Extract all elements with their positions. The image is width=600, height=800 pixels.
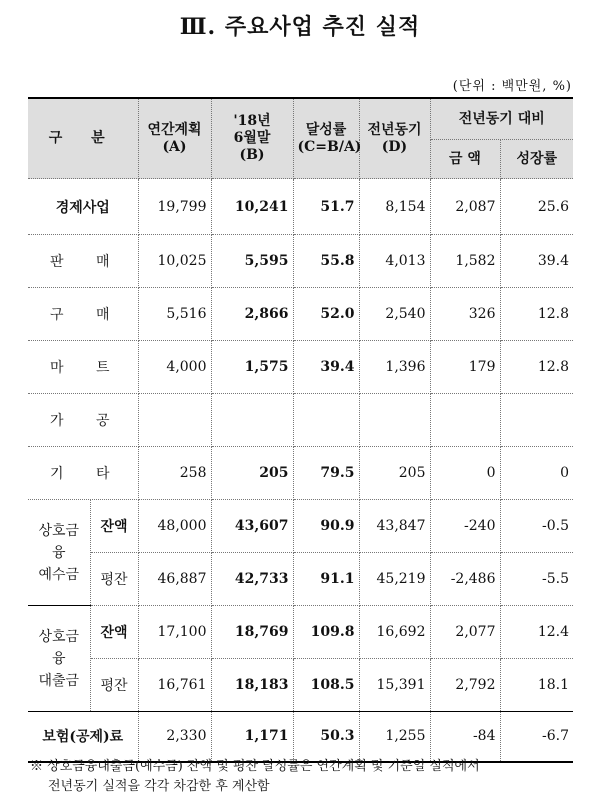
table-row xyxy=(28,606,573,659)
cell-amount: 179 xyxy=(430,341,500,394)
cell-growth: 12.8 xyxy=(500,341,573,394)
cell-june: 10,241 xyxy=(211,179,293,235)
cell-prev: 8,154 xyxy=(359,179,430,235)
header-category: 구 분 xyxy=(28,98,138,179)
cell-growth: 12.4 xyxy=(500,606,573,659)
page-title: Ⅲ. 주요사업 추진 실적 xyxy=(179,14,421,40)
cell-plan: 2,330 xyxy=(138,712,211,762)
cell-growth: -0.5 xyxy=(500,500,573,553)
cell-amount: -2,486 xyxy=(430,553,500,606)
cell-plan: 10,025 xyxy=(138,235,211,288)
cell-growth: -5.5 xyxy=(500,553,573,606)
row-label: 보험(공제)료 xyxy=(28,712,138,762)
header-plan: 연간계획 (A) xyxy=(138,98,211,179)
cell-prev: 16,692 xyxy=(359,606,430,659)
cell-amount: -84 xyxy=(430,712,500,762)
cell-plan xyxy=(138,394,211,447)
cell-rate: 109.8 xyxy=(293,606,359,659)
cell-prev: 43,847 xyxy=(359,500,430,553)
row-label: 가 공 xyxy=(28,394,138,447)
group-label-loan: 상호금융 대출금 xyxy=(28,606,90,712)
cell-june: 1,575 xyxy=(211,341,293,394)
cell-rate: 79.5 xyxy=(293,447,359,500)
cell-rate: 108.5 xyxy=(293,659,359,712)
cell-plan: 258 xyxy=(138,447,211,500)
cell-plan: 17,100 xyxy=(138,606,211,659)
header-rate: 달성률 (C=B/A) xyxy=(293,98,359,179)
cell-prev: 205 xyxy=(359,447,430,500)
cell-growth: -6.7 xyxy=(500,712,573,762)
cell-rate: 52.0 xyxy=(293,288,359,341)
cell-amount: 2,077 xyxy=(430,606,500,659)
cell-rate: 39.4 xyxy=(293,341,359,394)
header-prev: 전년동기 (D) xyxy=(359,98,430,179)
cell-june: 205 xyxy=(211,447,293,500)
table-row xyxy=(28,394,573,447)
table-row xyxy=(28,712,573,762)
table-row xyxy=(28,447,573,500)
cell-june: 1,171 xyxy=(211,712,293,762)
header-compare: 전년동기 대비 xyxy=(430,98,573,140)
cell-growth xyxy=(500,394,573,447)
cell-rate: 51.7 xyxy=(293,179,359,235)
footnote xyxy=(30,757,580,797)
cell-rate: 50.3 xyxy=(293,712,359,762)
cell-plan: 19,799 xyxy=(138,179,211,235)
cell-growth: 18.1 xyxy=(500,659,573,712)
row-label: 잔액 xyxy=(90,606,138,659)
cell-prev: 15,391 xyxy=(359,659,430,712)
table-row xyxy=(28,235,573,288)
row-label: 평잔 xyxy=(90,553,138,606)
row-label: 경제사업 xyxy=(28,179,138,235)
cell-plan: 4,000 xyxy=(138,341,211,394)
footnote-line: 전년동기 실적을 각각 차감한 후 계산함 xyxy=(48,779,270,794)
cell-plan: 46,887 xyxy=(138,553,211,606)
cell-prev: 4,013 xyxy=(359,235,430,288)
header-amount: 금 액 xyxy=(430,140,500,179)
cell-amount: 1,582 xyxy=(430,235,500,288)
cell-prev: 1,255 xyxy=(359,712,430,762)
cell-rate: 90.9 xyxy=(293,500,359,553)
cell-prev xyxy=(359,394,430,447)
cell-june: 18,769 xyxy=(211,606,293,659)
table-row xyxy=(28,500,573,553)
cell-plan: 16,761 xyxy=(138,659,211,712)
cell-growth: 12.8 xyxy=(500,288,573,341)
cell-rate xyxy=(293,394,359,447)
cell-rate: 55.8 xyxy=(293,235,359,288)
row-label: 구 매 xyxy=(28,288,138,341)
table-row xyxy=(28,179,573,235)
row-label: 평잔 xyxy=(90,659,138,712)
performance-table xyxy=(28,97,573,763)
table-row xyxy=(28,288,573,341)
cell-prev: 2,540 xyxy=(359,288,430,341)
cell-growth: 0 xyxy=(500,447,573,500)
unit-label: (단위 : 백만원, %) xyxy=(452,79,572,94)
cell-june: 43,607 xyxy=(211,500,293,553)
cell-rate: 91.1 xyxy=(293,553,359,606)
cell-june: 42,733 xyxy=(211,553,293,606)
cell-plan: 5,516 xyxy=(138,288,211,341)
table-row xyxy=(28,553,573,606)
table-row xyxy=(28,659,573,712)
cell-june: 2,866 xyxy=(211,288,293,341)
cell-prev: 45,219 xyxy=(359,553,430,606)
cell-plan: 48,000 xyxy=(138,500,211,553)
row-label: 기 타 xyxy=(28,447,138,500)
cell-june xyxy=(211,394,293,447)
table-row xyxy=(28,341,573,394)
cell-amount: 326 xyxy=(430,288,500,341)
cell-amount: 2,792 xyxy=(430,659,500,712)
header-june: '18년 6월말 (B) xyxy=(211,98,293,179)
row-label: 잔액 xyxy=(90,500,138,553)
header-growth: 성장률 xyxy=(500,140,573,179)
group-label-deposit: 상호금융 예수금 xyxy=(28,500,90,606)
cell-amount xyxy=(430,394,500,447)
cell-amount: 0 xyxy=(430,447,500,500)
row-label: 마 트 xyxy=(28,341,138,394)
cell-june: 5,595 xyxy=(211,235,293,288)
cell-growth: 25.6 xyxy=(500,179,573,235)
cell-prev: 1,396 xyxy=(359,341,430,394)
cell-growth: 39.4 xyxy=(500,235,573,288)
cell-amount: -240 xyxy=(430,500,500,553)
row-label: 판 매 xyxy=(28,235,138,288)
cell-amount: 2,087 xyxy=(430,179,500,235)
footnote-line: ※ 상호금융대출금(예수금) 잔액 및 평잔 달성률은 연간계획 및 기준일 실적에서 xyxy=(30,759,480,774)
cell-june: 18,183 xyxy=(211,659,293,712)
